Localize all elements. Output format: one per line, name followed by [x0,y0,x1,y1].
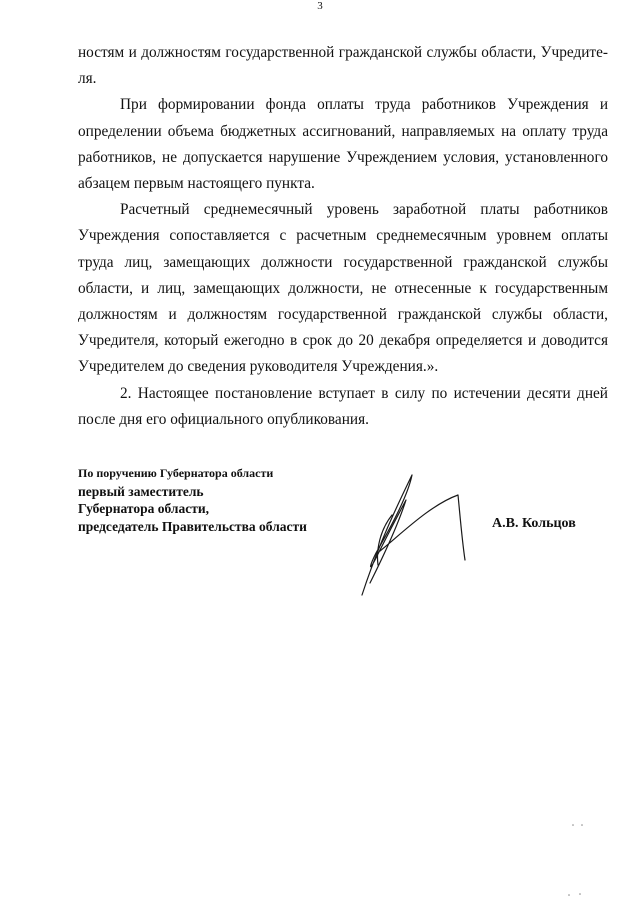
handwritten-signature [340,455,480,605]
scan-artifact [570,820,590,830]
signatory-line-4: председатель Правительства области [78,518,307,534]
signatory-name: А.В. Кольцов [492,516,576,531]
signatory-line-2: первый заместитель [78,483,204,499]
signatory-line-1: По поручению Губернатора области [78,466,274,480]
signatory-block [78,465,307,535]
paragraph-continuation: ностям и должностям государственной гражданской службы области, Учредите-ля. [78,44,608,88]
scan-artifact-bottom [566,890,586,900]
document-body [78,40,608,433]
paragraph-salary-level: Расчетный среднемесячный уровень заработной платы работников Учреждения сопоставляется с расчетным среднемесячным уровнем оплаты труда лиц, замещающих должности государственной гражданской службы области, и лиц, замещающих должности, не отнесенные к государственным должностям и должностям государственной гражданской службы области, Учредителя, который ежегодно в срок до 20 декабря определяется и доводится Учредителем до сведения руководителя Учреждения.». [78,201,608,376]
page-number: 3 [317,0,323,12]
paragraph-payroll-fund: При формировании фонда оплаты труда работников Учреждения и определении объема бюджетных ассигнований, направляемых на оплату труда работников, не допускается нарушение Учреждением условия, установленного абзацем первым настоящего пункта. [78,96,608,193]
signatory-line-3: Губернатора области, [78,501,209,516]
paragraph-effective-date: 2. Настоящее постановление вступает в силу по истечении десяти дней после дня его официального опубликования. [78,384,608,428]
